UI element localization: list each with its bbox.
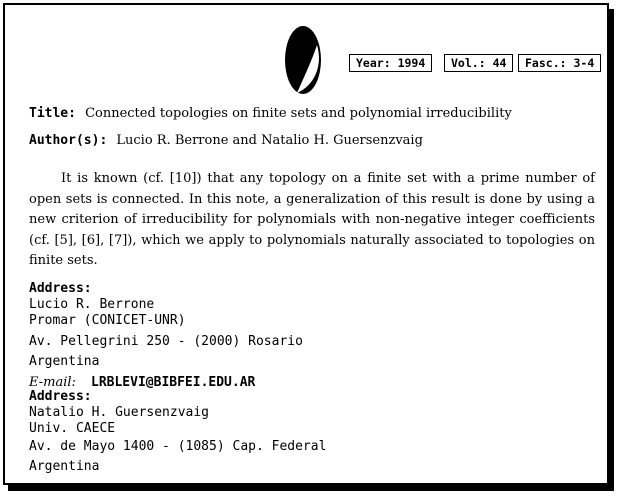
year-value: 1994 [397,56,426,70]
journal-logo-icon [281,23,327,97]
address1-line: Promar (CONICET-UNR) [29,313,186,328]
address2-line: Argentina [29,459,100,474]
email-label: E-mail: [29,375,76,390]
volume-label: Vol.: [451,56,486,70]
address1-line: Argentina [29,354,100,369]
address1-label: Address: [29,281,92,296]
email-address: LRBLEVI@BIBFEI.EDU.AR [91,375,256,390]
volume-badge [444,54,513,72]
authors-label: Author(s): [29,133,108,148]
authors-names: Lucio R. Berrone and Natalio H. Guersenzvaig [116,133,423,148]
address2-line: Natalio H. Guersenzvaig [29,405,210,420]
address2-label: Address: [29,389,92,404]
address1-line: Av. Pellegrini 250 - (2000) Rosario [29,334,303,349]
year-label: Year: [356,56,391,70]
address2-line: Av. de Mayo 1400 - (1085) Cap. Federal [29,439,327,454]
volume-value: 44 [492,56,507,70]
title-line [29,102,512,121]
abstract-text: It is known (cf. [10]) that any topology on a finite set with a prime number of open sets is connected. In this note, a generalization of this result is done by using a new criterion of irreducibility for polynomials with non-negative integer coefficients (cf. [5], [6], [7]), which we apply to polynomials naturally associated to topologies on finite sets. [29,171,595,268]
year-badge [349,54,432,72]
document-page [3,3,609,485]
title-label: Title: [29,106,76,121]
address2-line: Univ. CAECE [29,421,116,436]
fascicle-label: Fasc.: [525,56,567,70]
authors-line [29,129,423,148]
address1-line: Lucio R. Berrone [29,297,155,312]
fascicle-value: 3-4 [573,56,595,70]
fascicle-badge [518,54,601,72]
paper-title: Connected topologies on finite sets and polynomial irreducibility [85,106,512,121]
email-line [29,371,255,390]
